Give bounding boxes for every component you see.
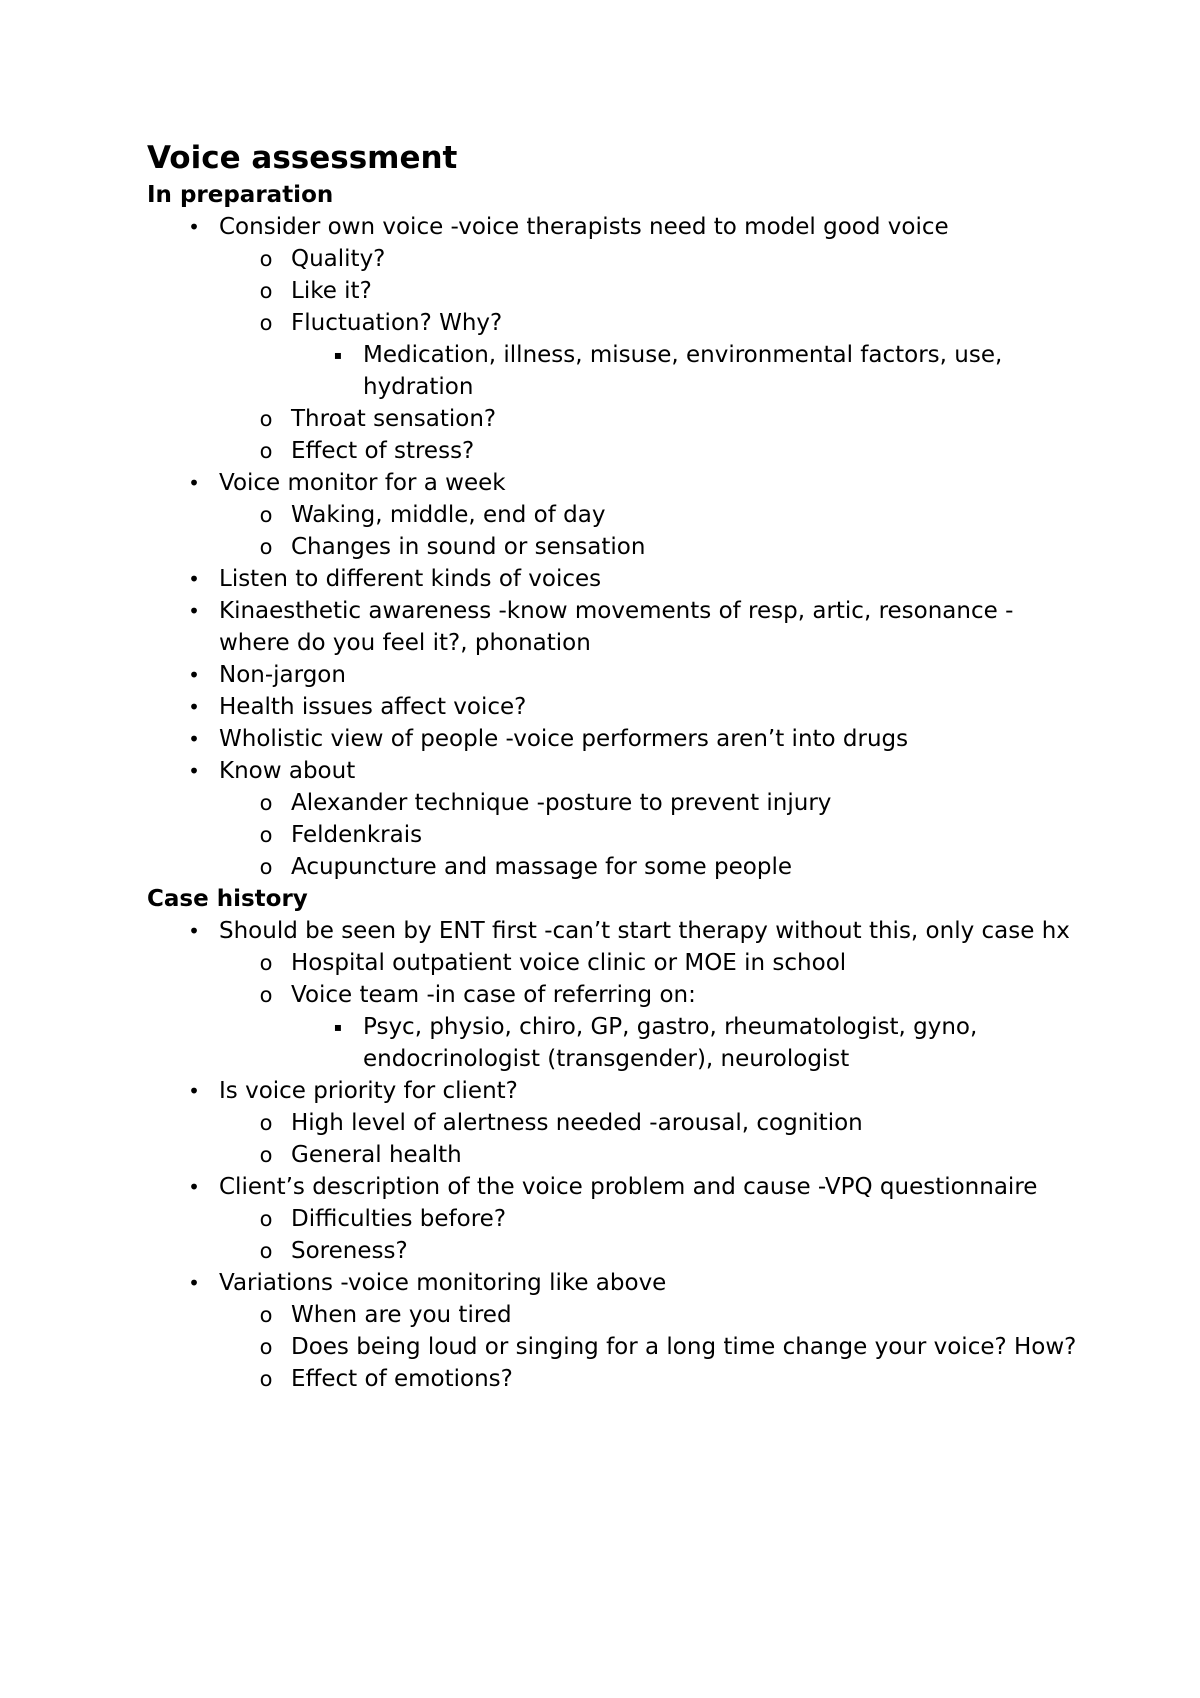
bullet-marker: o xyxy=(259,1367,273,1391)
bullet-marker: o xyxy=(259,791,273,815)
list-item xyxy=(219,1331,1077,1363)
bullet-marker: • xyxy=(188,567,200,591)
nested-list-container xyxy=(147,499,1077,563)
nested-list-container xyxy=(219,339,1077,403)
document-body xyxy=(147,179,1077,1395)
list-item xyxy=(219,1107,1077,1139)
list-item xyxy=(219,435,1077,467)
nested-list-container xyxy=(147,947,1077,1075)
list-item xyxy=(219,947,1077,979)
list-item-text: Listen to different kinds of voices xyxy=(219,566,602,592)
bullet-list-level-2 xyxy=(219,1107,1077,1171)
list-item-text: Hospital outpatient voice clinic or MOE in school xyxy=(291,950,847,976)
list-item-text: Consider own voice -voice therapists need to model good voice xyxy=(219,214,949,240)
bullet-marker: o xyxy=(259,1239,273,1263)
bullet-marker: • xyxy=(188,1079,200,1103)
list-item-text: Is voice priority for client? xyxy=(219,1078,518,1104)
bullet-marker: • xyxy=(188,727,200,751)
list-item-text: Like it? xyxy=(291,278,372,304)
list-item-text: Waking, middle, end of day xyxy=(291,502,606,528)
list-item-text: Wholistic view of people -voice performers aren’t into drugs xyxy=(219,726,909,752)
list-item-text: Variations -voice monitoring like above xyxy=(219,1270,667,1296)
list-item-text: Soreness? xyxy=(291,1238,408,1264)
list-item xyxy=(147,595,1077,659)
list-item-text: Alexander technique -posture to prevent injury xyxy=(291,790,832,816)
list-item xyxy=(147,915,1077,947)
bullet-list-level-2 xyxy=(219,243,1077,467)
list-item-text: When are you tired xyxy=(291,1302,512,1328)
bullet-marker: o xyxy=(259,1335,273,1359)
bullet-marker: o xyxy=(259,1303,273,1327)
list-item xyxy=(147,1267,1077,1299)
bullet-marker: o xyxy=(259,311,273,335)
bullet-marker: o xyxy=(259,1111,273,1135)
list-item-text: Acupuncture and massage for some people xyxy=(291,854,792,880)
list-item xyxy=(147,1171,1077,1203)
list-item-text: Non-jargon xyxy=(219,662,346,688)
bullet-marker: o xyxy=(259,279,273,303)
bullet-marker: ▪ xyxy=(333,1020,343,1034)
list-item xyxy=(219,243,1077,275)
list-item-text: Throat sensation? xyxy=(291,406,497,432)
list-item-text: General health xyxy=(291,1142,462,1168)
bullet-list-level-2 xyxy=(219,787,1077,883)
list-item-text: Know about xyxy=(219,758,356,784)
section-heading: In preparation xyxy=(147,182,334,208)
document-page xyxy=(147,138,1077,1395)
list-item-text: Feldenkrais xyxy=(291,822,423,848)
bullet-marker: • xyxy=(188,1271,200,1295)
list-item xyxy=(147,1075,1077,1107)
bullet-marker: o xyxy=(259,439,273,463)
list-item-text: Effect of stress? xyxy=(291,438,475,464)
list-item-text: Voice monitor for a week xyxy=(219,470,506,496)
bullet-marker: • xyxy=(188,695,200,719)
bullet-list-level-3 xyxy=(291,1011,1077,1075)
list-item xyxy=(219,979,1077,1011)
list-item xyxy=(147,755,1077,787)
list-item xyxy=(147,723,1077,755)
list-item-text: Medication, illness, misuse, environmental factors, use, hydration xyxy=(363,342,1003,400)
nested-list-container xyxy=(219,1011,1077,1075)
list-item-text: Kinaesthetic awareness -know movements of resp, artic, resonance -where do you feel it?, phonation xyxy=(219,598,1014,656)
list-item xyxy=(219,1363,1077,1395)
list-item-text: Health issues affect voice? xyxy=(219,694,527,720)
list-item xyxy=(147,467,1077,499)
list-item xyxy=(219,275,1077,307)
bullet-marker: • xyxy=(188,599,200,623)
list-item-text: Client’s description of the voice problem and cause -VPQ questionnaire xyxy=(219,1174,1038,1200)
list-item xyxy=(147,211,1077,243)
page-title: Voice assessment xyxy=(147,140,458,176)
bullet-list-level-2 xyxy=(219,1299,1077,1395)
bullet-marker: o xyxy=(259,983,273,1007)
bullet-list-level-1 xyxy=(147,211,1077,883)
list-item xyxy=(219,531,1077,563)
bullet-list-level-1 xyxy=(147,915,1077,1395)
bullet-marker: o xyxy=(259,1143,273,1167)
bullet-marker: o xyxy=(259,1207,273,1231)
list-item-text: Quality? xyxy=(291,246,386,272)
list-item-text: Voice team -in case of referring on: xyxy=(291,982,696,1008)
list-item xyxy=(219,1139,1077,1171)
bullet-marker: • xyxy=(188,759,200,783)
bullet-marker: • xyxy=(188,215,200,239)
list-item xyxy=(219,1203,1077,1235)
list-item xyxy=(219,819,1077,851)
list-item xyxy=(147,691,1077,723)
bullet-list-level-2 xyxy=(219,947,1077,1075)
bullet-marker: o xyxy=(259,247,273,271)
bullet-marker: o xyxy=(259,503,273,527)
list-item-text: Effect of emotions? xyxy=(291,1366,513,1392)
list-item-text: High level of alertness needed -arousal, cognition xyxy=(291,1110,863,1136)
bullet-marker: ▪ xyxy=(333,348,343,362)
nested-list-container xyxy=(147,1107,1077,1171)
bullet-marker: • xyxy=(188,1175,200,1199)
list-item xyxy=(219,499,1077,531)
list-item-text: Does being loud or singing for a long time change your voice? How? xyxy=(291,1334,1077,1360)
list-item-text: Changes in sound or sensation xyxy=(291,534,646,560)
bullet-marker: o xyxy=(259,823,273,847)
bullet-list-level-3 xyxy=(291,339,1077,403)
bullet-list-level-2 xyxy=(219,499,1077,563)
list-item-text: Should be seen by ENT first -can’t start therapy without this, only case hx xyxy=(219,918,1070,944)
bullet-marker: o xyxy=(259,407,273,431)
list-item xyxy=(219,787,1077,819)
list-item xyxy=(219,1299,1077,1331)
list-item xyxy=(147,659,1077,691)
section-heading: Case history xyxy=(147,886,308,912)
list-item xyxy=(219,403,1077,435)
nested-list-container xyxy=(147,1299,1077,1395)
nested-list-container xyxy=(147,1203,1077,1267)
bullet-marker: • xyxy=(188,471,200,495)
list-item-text: Fluctuation? Why? xyxy=(291,310,503,336)
bullet-marker: o xyxy=(259,535,273,559)
nested-list-container xyxy=(147,243,1077,467)
list-item xyxy=(291,339,1077,403)
bullet-marker: o xyxy=(259,855,273,879)
bullet-marker: • xyxy=(188,919,200,943)
bullet-list-level-2 xyxy=(219,1203,1077,1267)
list-item-text: Psyc, physio, chiro, GP, gastro, rheumatologist, gyno, endocrinologist (transgender), neurologist xyxy=(363,1014,978,1072)
bullet-marker: • xyxy=(188,663,200,687)
list-item xyxy=(219,307,1077,339)
list-item xyxy=(219,1235,1077,1267)
list-item xyxy=(291,1011,1077,1075)
list-item xyxy=(147,563,1077,595)
list-item xyxy=(219,851,1077,883)
nested-list-container xyxy=(147,787,1077,883)
bullet-marker: o xyxy=(259,951,273,975)
list-item-text: Difficulties before? xyxy=(291,1206,507,1232)
